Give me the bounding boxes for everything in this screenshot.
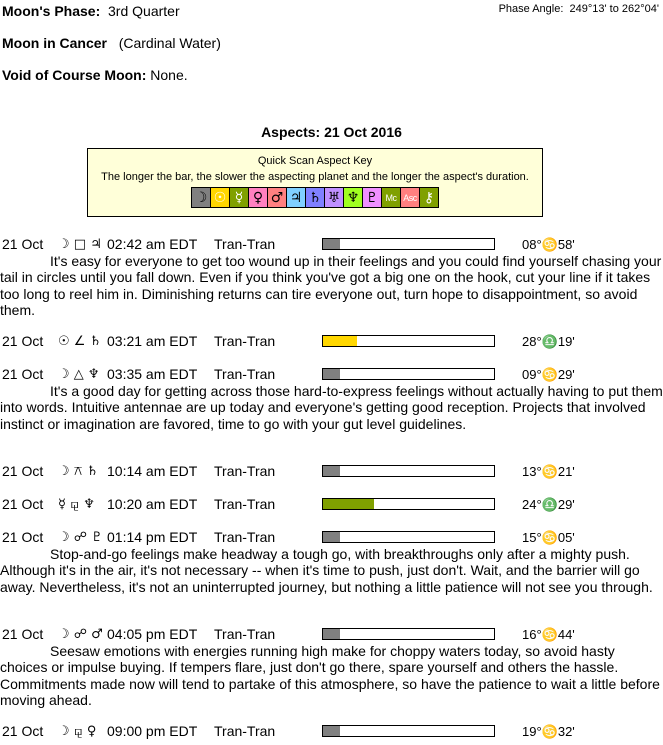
aspect-key-legend	[191, 187, 439, 208]
aspect-entry	[0, 366, 663, 432]
moon-sign-label: Moon in Cancer	[2, 35, 108, 51]
moon-phase-value: 3rd Quarter	[108, 3, 180, 19]
aspect-header-row	[0, 723, 663, 740]
aspect-position: 13°♋21'	[522, 464, 575, 479]
aspect-duration-bar	[322, 531, 495, 543]
aspect-type: Tran-Tran	[214, 366, 276, 382]
aspect-date: 21 Oct	[2, 366, 44, 382]
aspect-description: Stop-and-go feelings make headway a tough go, with breakthroughs only after a mighty push. Although it's in the air, it's not necessary -- when it's time to push, just don't. Wait, and the barrier will go away. Nevertheless, it's not an uninterrupted journey, but nothing a little patience will not see you through.	[0, 546, 653, 595]
aspect-date: 21 Oct	[2, 626, 44, 642]
key-pluto-icon: ♇	[363, 188, 382, 207]
aspect-duration-bar	[322, 238, 495, 250]
aspect-type: Tran-Tran	[214, 723, 276, 739]
aspect-key-title: Quick Scan Aspect Key	[257, 155, 373, 167]
phase-angle	[499, 3, 659, 15]
aspect-description: It's a good day for getting across those hard-to-express feelings without actually having to put them into words. Intuitive antennae are up today and everyone's getting good reception. Projects that involved instinct or imagination are favored, time to go with your gut level guidelines.	[0, 383, 663, 432]
aspect-time: 09:00 pm EDT	[107, 723, 198, 739]
key-chiron-icon: ⚷	[420, 188, 438, 207]
aspect-duration-fill	[323, 239, 340, 249]
aspect-type: Tran-Tran	[214, 529, 276, 545]
aspect-position: 09°♋29'	[522, 367, 575, 382]
aspect-time: 10:20 am EDT	[107, 496, 198, 512]
key-mars-icon: ♂	[268, 188, 287, 207]
moon-sign	[2, 35, 221, 51]
aspect-glyphs: ☽ △ ♆	[58, 367, 100, 382]
aspect-glyphs: ☽ ☍ ♂	[58, 627, 103, 642]
aspect-duration-bar	[322, 628, 495, 640]
aspect-duration-fill	[323, 369, 340, 379]
key-saturn-icon: ♄	[306, 188, 325, 207]
aspect-entry	[0, 496, 663, 513]
aspect-date: 21 Oct	[2, 333, 44, 349]
aspect-duration-fill	[323, 532, 340, 542]
aspect-description: It's easy for everyone to get too wound up in their feelings and you could find yourself chasing your tail in circles until you fall down. Even if you think you've got a big one on the hook, cut your line if it takes too long to reel him in. Diminishing returns can tire everyone out, turn hope to disappointment, so avoid them.	[0, 253, 662, 318]
aspect-date: 21 Oct	[2, 236, 44, 252]
aspect-key-box	[87, 148, 543, 217]
aspect-date: 21 Oct	[2, 529, 44, 545]
aspect-position: 28°♎19'	[522, 334, 575, 349]
aspect-header-row	[0, 529, 663, 546]
aspect-glyphs: ☽ ⚻ ♄	[58, 464, 99, 479]
aspect-duration-fill	[323, 629, 340, 639]
aspect-type: Tran-Tran	[214, 626, 276, 642]
aspect-glyphs: ☽ ☍ ♇	[58, 530, 103, 545]
aspect-type: Tran-Tran	[214, 463, 276, 479]
aspect-duration-bar	[322, 335, 495, 347]
aspect-duration-fill	[323, 336, 357, 346]
aspect-glyphs: ☽ □ ♃	[58, 237, 102, 252]
aspect-time: 03:21 am EDT	[107, 333, 198, 349]
aspect-duration-fill	[323, 466, 340, 476]
moon-phase	[2, 3, 180, 19]
moon-sign-quality: (Cardinal Water)	[118, 35, 221, 51]
aspect-time: 01:14 pm EDT	[107, 529, 198, 545]
aspect-time: 03:35 am EDT	[107, 366, 198, 382]
aspect-entry	[0, 723, 663, 740]
aspect-header-row	[0, 366, 663, 383]
aspect-duration-bar	[322, 368, 495, 380]
phase-angle-value: 249°13' to 262°04'	[569, 3, 659, 15]
aspect-position: 19°♋32'	[522, 724, 575, 739]
aspect-header-row	[0, 626, 663, 643]
aspect-glyphs: ☿ ⚼ ♆	[58, 497, 95, 512]
aspect-duration-bar	[322, 498, 495, 510]
aspect-time: 04:05 pm EDT	[107, 626, 198, 642]
aspect-duration-bar	[322, 465, 495, 477]
aspect-position: 08°♋58'	[522, 237, 575, 252]
key-uranus-icon: ♅	[325, 188, 344, 207]
key-jupiter-icon: ♃	[287, 188, 306, 207]
aspect-entry	[0, 626, 663, 708]
aspect-entry	[0, 236, 663, 318]
phase-angle-label: Phase Angle:	[498, 3, 564, 15]
voc-value: None.	[150, 67, 188, 83]
aspect-type: Tran-Tran	[214, 496, 276, 512]
aspect-time: 02:42 am EDT	[107, 236, 198, 252]
aspect-header-row	[0, 333, 663, 350]
aspect-position: 15°♋05'	[522, 530, 575, 545]
aspect-time: 10:14 am EDT	[107, 463, 198, 479]
key-venus-icon: ♀	[249, 188, 268, 207]
aspect-key-description: The longer the bar, the slower the aspecting planet and the longer the aspect's duration.	[101, 171, 529, 183]
aspect-date: 21 Oct	[2, 463, 44, 479]
aspects-title: Aspects: 21 Oct 2016	[261, 124, 402, 140]
aspect-duration-fill	[323, 726, 340, 736]
aspect-glyphs: ☉ ∠ ♄	[58, 334, 102, 349]
aspect-duration-bar	[322, 725, 495, 737]
aspect-date: 21 Oct	[2, 723, 44, 739]
void-of-course	[2, 67, 188, 83]
aspect-entry	[0, 463, 663, 480]
key-asc-icon: Asc	[401, 188, 420, 207]
aspect-entry	[0, 333, 663, 350]
key-sun-icon: ☉	[211, 188, 230, 207]
aspect-type: Tran-Tran	[214, 236, 276, 252]
aspect-description: Seesaw emotions with energies running high make for choppy waters today, so avoid hasty choices or impulse buying. If tempers flare, just don't go there, spare yourself and others the hassle. Commitments made now will tend to partake of this atmosphere, so have the patience to wait a little before moving ahead.	[0, 643, 660, 708]
aspect-position: 16°♋44'	[522, 627, 575, 642]
moon-phase-label: Moon's Phase:	[2, 3, 101, 19]
aspect-duration-fill	[323, 499, 374, 509]
aspect-header-row	[0, 236, 663, 253]
aspect-header-row	[0, 496, 663, 513]
aspect-glyphs: ☽ ⚼ ♀	[58, 724, 97, 739]
aspect-header-row	[0, 463, 663, 480]
aspect-position: 24°♎29'	[522, 497, 575, 512]
key-mercury-icon: ☿	[230, 188, 249, 207]
aspect-entry	[0, 529, 663, 595]
aspect-date: 21 Oct	[2, 496, 44, 512]
key-moon-icon: ☽	[192, 188, 211, 207]
aspect-type: Tran-Tran	[214, 333, 276, 349]
voc-label: Void of Course Moon:	[2, 67, 147, 83]
key-mc-icon: Mc	[382, 188, 401, 207]
key-neptune-icon: ♆	[344, 188, 363, 207]
